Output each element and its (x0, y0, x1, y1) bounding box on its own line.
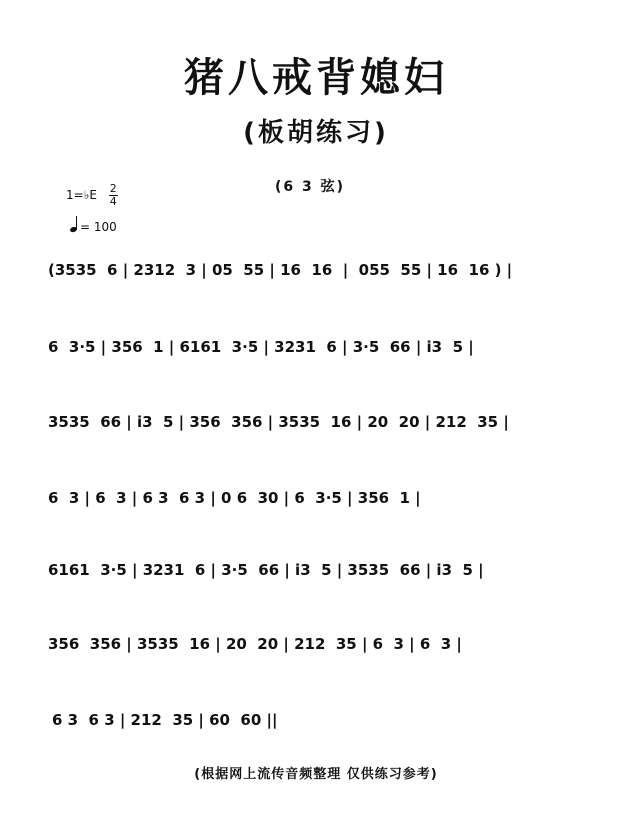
key-label: 1=♭E (66, 188, 97, 202)
page-subtitle: (板胡练习) (243, 118, 389, 148)
key-signature (66, 184, 118, 207)
score-line (48, 329, 596, 365)
score-line (48, 626, 596, 662)
tuning-note: (6 3 弦) (274, 179, 346, 195)
score-line-text: 6 3 6 3 | 212 35 | 60 60 || (52, 711, 278, 729)
time-signature-top: 2 (109, 182, 117, 195)
score-line-text: 6 3 | 6 3 | 6 3 6 3 | 0 6 30 | 6 3·5 | 356 1 | (48, 489, 421, 507)
time-signature-bottom: 4 (109, 195, 117, 208)
score-line-text: 6 3·5 | 356 1 | 6161 3·5 | 3231 6 | 3·5 66 | i3 5 | (48, 338, 474, 356)
score-line (48, 552, 596, 588)
quarter-note-icon (69, 226, 77, 233)
score-line (52, 702, 352, 738)
score-line-text: (3535 6 | 2312 3 | 05 55 | 16 16 | 055 55 | 16 16 ) | (48, 261, 513, 279)
time-signature (109, 184, 118, 207)
score-line-text: 3535 66 | i3 5 | 356 356 | 3535 16 | 20 20 | 212 35 | (48, 413, 509, 431)
tempo-marking (70, 216, 117, 234)
tempo-value: = 100 (80, 220, 117, 234)
score-line-text: 356 356 | 3535 16 | 20 20 | 212 35 | 6 3 | 6 3 | (48, 635, 462, 653)
score-line-text: 6161 3·5 | 3231 6 | 3·5 66 | i3 5 | 3535 66 | i3 5 | (48, 561, 484, 579)
score-line (48, 404, 596, 440)
score-line (48, 252, 596, 288)
score-line (48, 480, 596, 516)
footer-note: (根据网上流传音频整理 仅供练习参考) (194, 767, 438, 782)
page-title: 猪八戒背媳妇 (184, 55, 448, 101)
